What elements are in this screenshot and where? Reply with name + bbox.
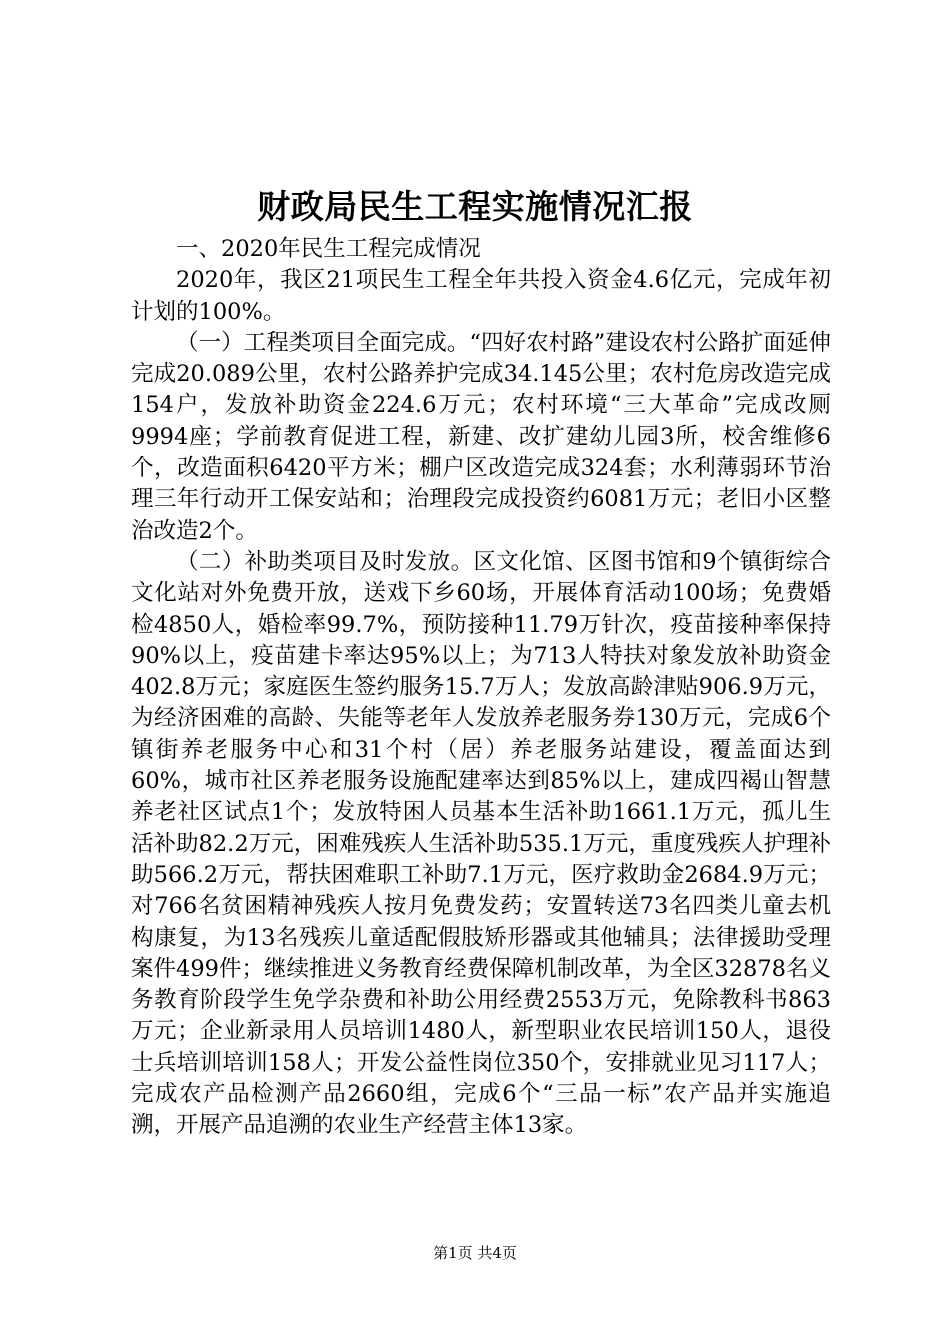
document-title: 财政局民生工程实施情况汇报 <box>257 187 693 226</box>
subsidy-projects-paragraph: （二）补助类项目及时发放。区文化馆、区图书馆和9个镇街综合文化站对外免费开放，送戏下乡60场，开展体育活动100场；免费婚检4850人，婚检率99.7%，预防接种11.79万针次，疫苗接种率保持90%以上，疫苗建卡率达95%以上；为713人特扶对象发放补助资金402.8万元；家庭医生签约服务15.7万人；发放高龄津贴906.9万元，为经济困难的高龄、失能等老年人发放养老服务券130万元，完成6个镇街养老服务中心和31个村（居）养老服务站建设，覆盖面达到60%，城市社区养老服务设施配建率达到85%以上，建成四褐山智慧养老社区试点1个；发放特困人员基本生活补助1661.1万元，孤儿生活补助82.2万元，困难残疾人生活补助535.1万元，重度残疾人护理补助566.2万元，帮扶困难职工补助7.1万元，医疗救助金2684.9万元；对766名贫困精神残疾人按月免费发药；安置转送73名四类儿童去机构康复，为13名残疾儿童适配假肢矫形器或其他辅具；法律援助受理案件499件；继续推进义务教育经费保障机制改革，为全区32878名义务教育阶段学生免学杂费和补助公用经费2553万元，免除教科书863万元；企业新录用人员培训1480人，新型职业农民培训150人，退役士兵培训培训158人；开发公益性岗位350个，安排就业见习117人；完成农产品检测产品2660组，完成6个“三品一标”农产品并实施追溯，开展产品追溯的农业生产经营主体13家。 <box>131 548 831 1139</box>
page-number-footer: 第1页 共4页 <box>433 1244 517 1262</box>
section-heading: 一、2020年民生工程完成情况 <box>176 236 481 262</box>
document-body <box>131 234 831 1142</box>
summary-paragraph: 2020年，我区21项民生工程全年共投入资金4.6亿元，完成年初计划的100%。 <box>131 267 831 325</box>
engineering-projects-paragraph: （一）工程类项目全面完成。“四好农村路”建设农村公路扩面延伸完成20.089公里，农村公路养护完成34.145公里；农村危房改造完成154户，发放补助资金224.6万元；农村环境“三大革命”完成改厕9994座；学前教育促进工程，新建、改扩建幼儿园3所，校舍维修6个，改造面积6420平方米；棚户区改造完成324套；水利薄弱环节治理三年行动开工保安站和；治理段完成投资约6081万元；老旧小区整治改造2个。 <box>131 329 831 544</box>
